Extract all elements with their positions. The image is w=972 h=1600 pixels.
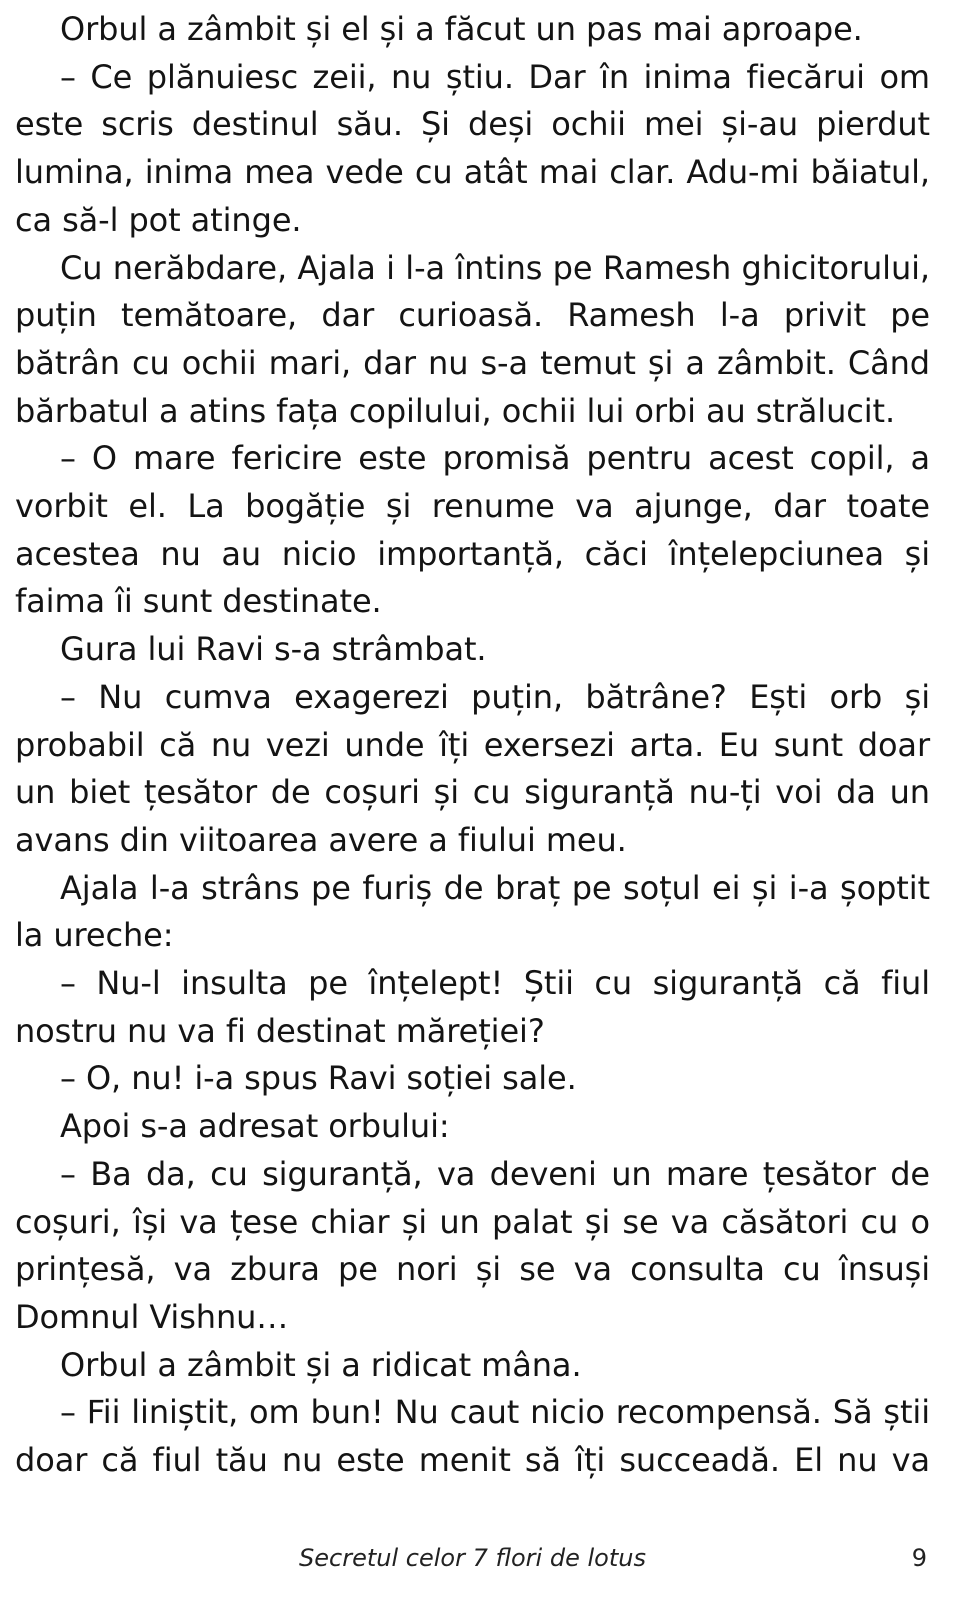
running-footer-title: Secretul celor 7 flori de lotus [299, 1544, 646, 1572]
paragraph: Orbul a zâmbit și a ridicat mâna. [60, 1345, 582, 1384]
page-body-text [15, 6, 930, 1485]
paragraph: – O, nu! i-a spus Ravi soției sale. [60, 1059, 577, 1098]
paragraph: – O mare fericire este promisă pentru acest copil, a vorbit el. La bogăție și renume va ajunge, dar toate acestea nu au nicio importanță, căci înțelepciunea și faima îi sunt destinate. [15, 439, 930, 621]
paragraph: Cu nerăbdare, Ajala i l-a întins pe Ramesh ghicitorului, puțin temătoare, dar curioasă. Ramesh l-a privit pe bătrân cu ochii mari, dar nu s-a temut și a zâmbit. Când bărbatul a atins fața copilului, ochii lui orbi au strălucit. [15, 248, 930, 430]
paragraph: – Nu cumva exagerezi puțin, bătrâne? Ești orb și probabil că nu vezi unde îți exersezi arta. Eu sunt doar un biet țesător de coșuri și cu siguranță nu-ți voi da un avans din viitoarea avere a fiului meu. [15, 677, 930, 859]
paragraph: – Fii liniștit, om bun! Nu caut nicio recompensă. Să știi doar că fiul tău nu este menit să îți succeadă. El nu va [15, 1393, 930, 1480]
paragraph: Ajala l-a strâns pe furiș de braț pe soțul ei și i-a șoptit la ureche: [15, 868, 930, 955]
paragraph: Orbul a zâmbit și el și a făcut un pas mai aproape. [60, 10, 863, 48]
paragraph: – Ba da, cu siguranță, va deveni un mare țesător de coșuri, își va țese chiar și un palat și se va căsători cu o prințesă, va zbura pe nori și se va consulta cu însuși Domnul Vishnu… [15, 1154, 930, 1336]
paragraph: – Nu-l insulta pe înțelept! Știi cu siguranță că fiul nostru nu va fi destinat măreției? [15, 964, 930, 1050]
paragraph: – Ce plănuiesc zeii, nu știu. Dar în inima fiecărui om este scris destinul său. Și deși ochii mei și-au pierdut lumina, inima mea vede cu atât mai clar. Adu-mi băiatul, ca să-l pot atinge. [15, 57, 930, 239]
page-footer [15, 1538, 930, 1578]
page-number: 9 [911, 1544, 927, 1572]
paragraph: Apoi s-a adresat orbului: [60, 1107, 450, 1146]
book-page [15, 0, 930, 1600]
paragraph: Gura lui Ravi s-a strâmbat. [60, 630, 487, 669]
